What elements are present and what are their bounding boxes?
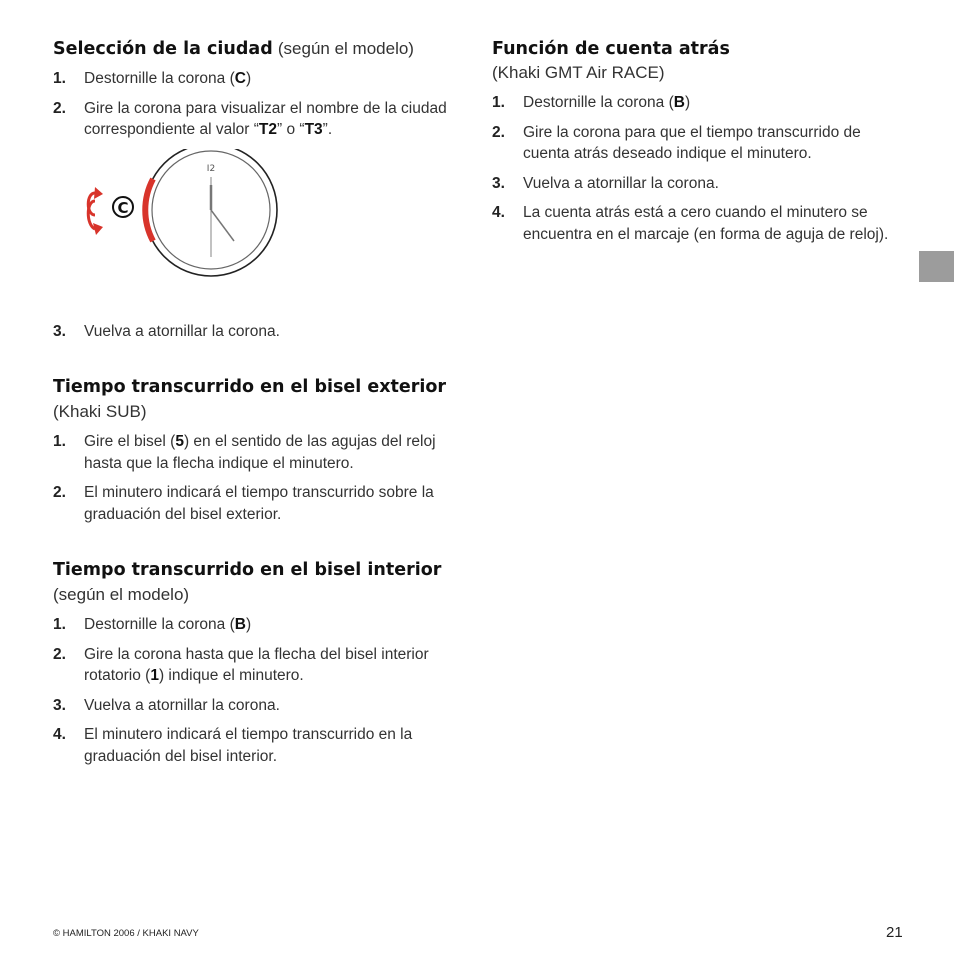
step-item xyxy=(492,92,902,114)
step-text: Vuelva a atornillar la corona. xyxy=(84,322,280,340)
step-item xyxy=(53,482,463,525)
step-text: Destornille la corona ( xyxy=(84,70,235,87)
step-number: 1. xyxy=(53,616,66,633)
step-text: ) xyxy=(684,94,691,111)
step-text: ) xyxy=(245,616,252,633)
step-list xyxy=(53,431,463,525)
step-list xyxy=(492,92,902,245)
step-number: 2. xyxy=(53,484,66,501)
section-subtitle: (Khaki GMT Air RACE) xyxy=(492,63,665,82)
step-text: La cuenta atrás está a cero cuando el minutero se encuentra en el marcaje (en forma de aguja de reloj). xyxy=(523,204,889,243)
step-text: ” o “ xyxy=(277,121,305,138)
section-subtitle: (según el modelo) xyxy=(277,39,414,58)
step-text: Gire la corona hasta que la flecha del bisel interior rotatorio ( xyxy=(84,645,429,684)
step-number: 2. xyxy=(492,123,505,141)
step-list xyxy=(53,321,463,343)
footer-copyright: © HAMILTON 2006 / KHAKI NAVY xyxy=(53,928,199,939)
section-heading xyxy=(53,557,463,607)
step-text: ) en el sentido de las agujas del reloj hasta que la flecha indique el minutero. xyxy=(84,433,436,472)
right-column xyxy=(492,36,902,277)
section-heading xyxy=(53,36,463,61)
svg-text:I2: I2 xyxy=(206,163,216,174)
step-item xyxy=(53,431,463,474)
section-title: Tiempo transcurrido en el bisel exterior xyxy=(53,377,447,397)
step-number: 3. xyxy=(53,696,66,714)
step-number: 2. xyxy=(53,99,66,117)
step-item xyxy=(53,644,463,687)
step-number: 4. xyxy=(53,726,66,743)
step-list xyxy=(53,68,463,141)
step-number: 3. xyxy=(53,322,66,340)
step-text: Gire el bisel ( xyxy=(84,433,176,450)
section-subtitle: (Khaki SUB) xyxy=(53,402,147,421)
svg-text:C: C xyxy=(117,198,129,217)
section-title: Tiempo transcurrido en el bisel interior xyxy=(53,560,442,580)
instruction-section xyxy=(53,374,463,525)
step-item xyxy=(492,122,902,165)
step-item xyxy=(53,695,463,717)
watch-face xyxy=(145,149,277,276)
step-number: 1. xyxy=(53,433,66,450)
step-item xyxy=(53,68,463,90)
step-reference: B xyxy=(673,94,685,111)
crown-figure xyxy=(53,149,463,299)
left-column xyxy=(53,36,463,799)
step-text: Destornille la corona ( xyxy=(84,616,235,633)
section-title: Selección de la ciudad xyxy=(53,39,273,59)
step-reference: B xyxy=(234,616,246,633)
step-item xyxy=(53,724,463,767)
step-text: ”. xyxy=(322,121,333,138)
instruction-section xyxy=(492,36,902,245)
step-text: ) indique el minutero. xyxy=(158,667,304,684)
step-text: Gire la corona para que el tiempo transcurrido de cuenta atrás deseado indique el minutero. xyxy=(523,123,861,162)
chapter-tab xyxy=(919,251,954,282)
step-reference: 5 xyxy=(175,433,184,450)
section-heading xyxy=(492,36,902,85)
step-number: 2. xyxy=(53,645,66,663)
step-text: ) xyxy=(245,70,252,87)
step-text: El minutero indicará el tiempo transcurrido sobre la graduación del bisel exterior. xyxy=(84,484,434,523)
step-item xyxy=(53,321,463,343)
crown-label xyxy=(113,197,133,217)
step-text: Vuelva a atornillar la corona. xyxy=(84,696,280,714)
step-reference: C xyxy=(234,70,246,87)
step-reference: T2 xyxy=(258,121,277,138)
step-text: El minutero indicará el tiempo transcurrido en la graduación del bisel interior. xyxy=(84,726,413,765)
step-number: 1. xyxy=(492,94,505,111)
step-item xyxy=(492,173,902,195)
section-subtitle: (según el modelo) xyxy=(53,585,190,604)
instruction-section xyxy=(53,36,463,342)
step-item xyxy=(53,98,463,141)
step-item xyxy=(53,614,463,636)
watch-diagram xyxy=(53,149,463,299)
step-reference: T3 xyxy=(304,121,323,138)
step-list xyxy=(53,614,463,767)
step-number: 4. xyxy=(492,204,505,221)
step-reference: 1 xyxy=(150,667,159,684)
step-number: 3. xyxy=(492,174,505,192)
step-text: Gire la corona para visualizar el nombre de la ciudad correspondiente al valor “ xyxy=(84,99,447,138)
page-number: 21 xyxy=(886,924,903,941)
section-title: Función de cuenta atrás xyxy=(492,39,730,59)
step-item xyxy=(492,202,902,245)
rotate-arrow-icon xyxy=(88,187,103,235)
instruction-section xyxy=(53,557,463,767)
step-text: Destornille la corona ( xyxy=(523,94,674,111)
section-heading xyxy=(53,374,463,424)
step-number: 1. xyxy=(53,70,66,87)
step-text: Vuelva a atornillar la corona. xyxy=(523,174,719,192)
